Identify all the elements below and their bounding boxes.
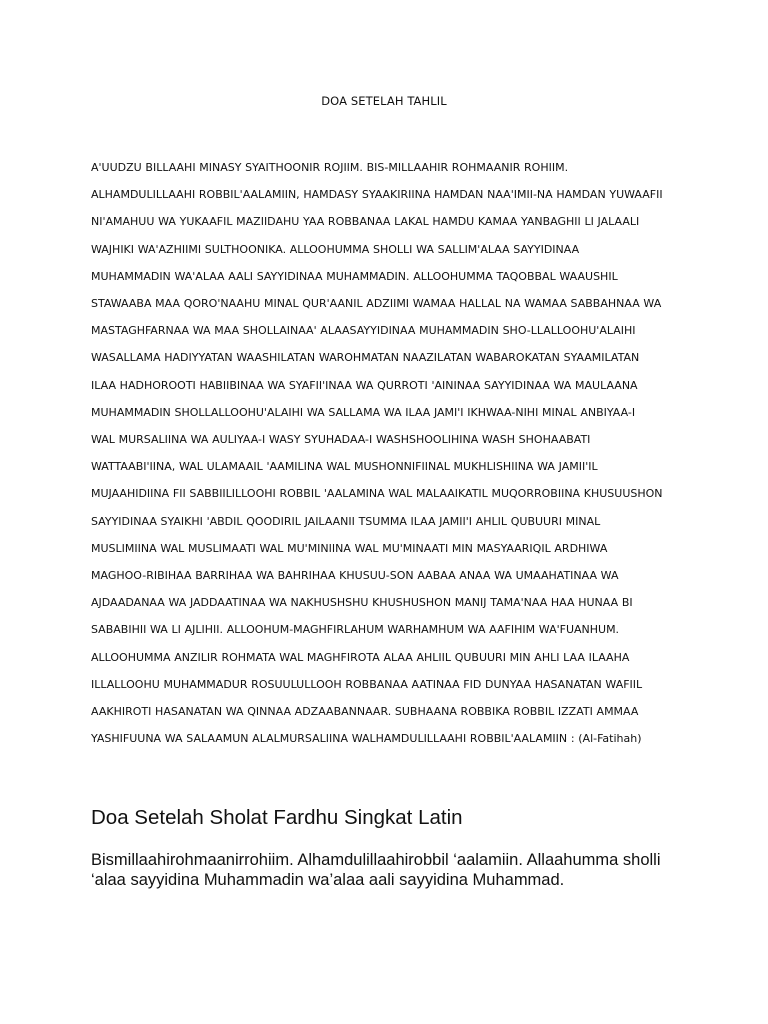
prayer-line: AJDAADANAA WA JADDAATINAA WA NAKHUSHSHU KHUSHUSHON MANIJ TAMA'NAA HAA HUNAA BI [91,596,633,610]
prayer-line: MUJAAHIDIINA FII SABBIILILLOOHI ROBBIL 'AALAMINA WAL MALAAIKATIL MUQORROBIINA KHUSUUSHON [91,487,663,501]
prayer-line: ILAA HADHOROOTI HABIIBINAA WA SYAFII'INAA WA QURROTI 'AININAA SAYYIDINAA WA MAULAANA [91,378,638,392]
prayer-line: MUHAMMADIN SHOLLALLOOHU'ALAIHI WA SALLAMA WA ILAA JAMI'I IKHWAA-NIHI MINAL ANBIYAA-I [91,405,636,419]
prayer-line: A'UUDZU BILLAAHI MINASY SYAITHOONIR ROJIIM. BIS-MILLAAHIR ROHMAANIR ROHIIM. [91,161,569,174]
prayer-line: ILLALLOOHU MUHAMMADUR ROSUULULLOOH ROBBANAA AATINAA FID DUNYAA HASANATAN WAFIIL [91,677,643,691]
prayer-line: WAJHIKI WA'AZHIIMI SULTHOONIKA. ALLOOHUMMA SHOLLI WA SALLIM'ALAA SAYYIDINAA [91,242,580,256]
prayer-line: STAWAABA MAA QORO'NAAHU MINAL QUR'AANIL ADZIIMI WAMAA HALLAL NA WAMAA SABBAHNAA WA [91,297,662,311]
document-title: DOA SETELAH TAHLIL [321,94,447,108]
section-heading: Doa Setelah Sholat Fardhu Singkat Latin [91,806,463,829]
prayer-line: SAYYIDINAA SYAIKHI 'ABDIL QOODIRIL JAILAANII TSUMMA ILAA JAMII'I AHLIL QUBUURI MINAL [91,514,601,528]
prayer-line: YASHIFUUNA WA SALAAMUN ALALMURSALIINA WALHAMDULILLAAHI ROBBIL'AALAMIIN : (Al-Fatihah) [91,732,642,746]
prayer-line: WAL MURSALIINA WA AULIYAA-I WASY SYUHADAA-I WASHSHOOLIHINA WASH SHOHAABATI [91,433,591,447]
prayer-line: ALHAMDULILLAAHI ROBBIL'AALAMIIN, HAMDASY SYAAKIRIINA HAMDAN NAA'IMII-NA HAMDAN YUWAAFII [91,188,663,202]
prayer-line: MUSLIMIINA WAL MUSLIMAATI WAL MU'MINIINA WAL MU'MINAATI MIN MASYAARIQIL ARDHIWA [91,541,608,555]
section-paragraph [91,850,691,890]
prayer-line: NI'AMAHUU WA YUKAAFIL MAZIIDAHU YAA ROBBANAA LAKAL HAMDU KAMAA YANBAGHII LI JALAALI [91,215,640,229]
prayer-text [91,154,691,752]
section-line: ‘alaa sayyidina Muhammadin wa’alaa aali sayyidina Muhammad. [91,871,565,889]
prayer-line: AAKHIROTI HASANATAN WA QINNAA ADZAABANNAAR. SUBHAANA ROBBIKA ROBBIL IZZATI AMMAA [91,705,639,719]
prayer-line: ALLOOHUMMA ANZILIR ROHMATA WAL MAGHFIROTA ALAA AHLIIL QUBUURI MIN AHLI LAA ILAAHA [91,650,630,664]
prayer-line: MAGHOO-RIBIHAA BARRIHAA WA BAHRIHAA KHUSUU-SON AABAA ANAA WA UMAAHATINAA WA [91,569,619,583]
prayer-line: WATTAABI'IINA, WAL ULAMAAIL 'AAMILINA WAL MUSHONNIFIINAL MUKHLISHIINA WA JAMII'IL [91,460,598,474]
prayer-line: MUHAMMADIN WA'ALAA AALI SAYYIDINAA MUHAMMADIN. ALLOOHUMMA TAQOBBAL WAAUSHIL [91,269,618,283]
prayer-line: WASALLAMA HADIYYATAN WAASHILATAN WAROHMATAN NAAZILATAN WABAROKATAN SYAAMILATAN [91,351,640,365]
section-line: Bismillaahirohmaanirrohiim. Alhamdulillaahirobbil ‘aalamiin. Allaahumma sholli [91,851,661,869]
prayer-line: SABABIHII WA LI AJLIHII. ALLOOHUM-MAGHFIRLAHUM WARHAMHUM WA AAFIHIM WA'FUANHUM. [91,623,620,637]
prayer-line: MASTAGHFARNAA WA MAA SHOLLAINAA' ALAASAYYIDINAA MUHAMMADIN SHO-LLALLOOHU'ALAIHI [91,324,636,338]
